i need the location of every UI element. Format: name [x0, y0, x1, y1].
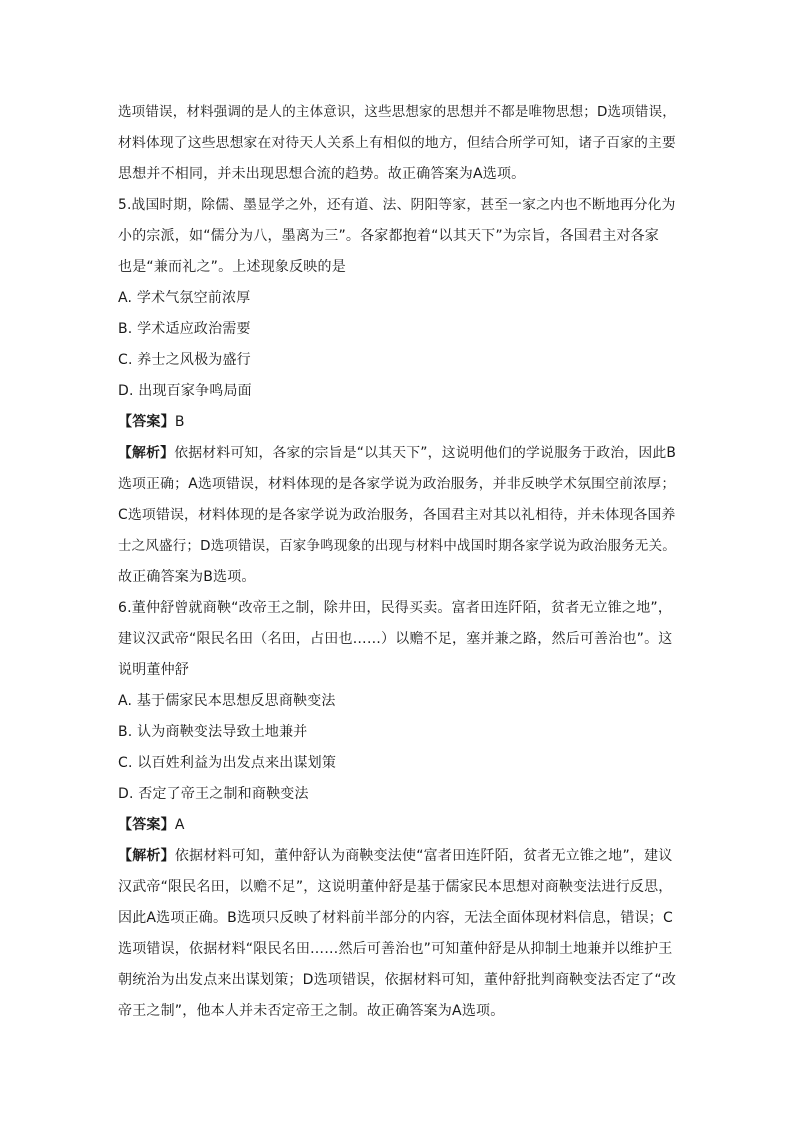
q6-analysis-line: 帝王之制”，他本人并未否定帝王之制。故正确答案为A选项。 — [118, 1003, 505, 1019]
q6-analysis-line — [118, 846, 673, 866]
q5-analysis-line: 故正确答案为B选项。 — [118, 569, 256, 585]
q6-stem-line: 说明董仲舒 — [118, 662, 189, 678]
q5-stem-line: 小的宗派，如“儒分为八，墨离为三”。各家都抱着“以其天下”为宗旨，各国君主对各家 — [118, 228, 660, 244]
q5-stem-line: 5.战国时期，除儒、墨显学之外，还有道、法、阴阳等家，甚至一家之内也不断地再分化为 — [118, 197, 676, 213]
q6-option-d: D. 否定了帝王之制和商鞅变法 — [118, 786, 309, 802]
q6-analysis-line: 选项错误，依据材料“限民名田……然后可善治也”可知董仲舒是从抑制土地兼并以维护王 — [118, 941, 673, 957]
q6-answer-value: A — [174, 817, 185, 833]
q5-option-d: D. 出现百家争鸣局面 — [118, 383, 252, 399]
q6-analysis-line: 朝统治为出发点来出谋划策；D选项错误，依据材料可知，董仲舒批判商鞅变法否定了“改 — [118, 972, 677, 988]
q6-analysis-label: 【解析】 — [118, 848, 175, 864]
q6-option-b: B. 认为商鞅变法导致土地兼并 — [118, 724, 308, 740]
q5-analysis-text: 依据材料可知，各家的宗旨是“以其天下”，这说明他们的学说服务于政治，因此B — [174, 445, 677, 461]
q5-analysis-line: C选项错误，材料体现的是各家学说为政治服务，各国君主对其以礼相待，并未体现各国养 — [118, 507, 676, 523]
q5-stem-line: 也是“兼而礼之”。上述现象反映的是 — [118, 259, 346, 275]
q5-answer — [118, 412, 185, 432]
q5-option-c: C. 养士之风极为盛行 — [118, 352, 251, 368]
q5-answer-label: 【答案】 — [118, 414, 175, 430]
intro-line: 思想并不相同，并未出现思想合流的趋势。故正确答案为A选项。 — [118, 166, 526, 182]
q6-answer-label: 【答案】 — [118, 817, 175, 833]
q6-stem-line: 建议汉武帝“限民名田（名田，占田也……）以赡不足，塞并兼之路，然后可善治也”。这 — [118, 631, 673, 647]
q5-analysis-label: 【解析】 — [118, 445, 175, 461]
q6-option-c: C. 以百姓利益为出发点来出谋划策 — [118, 755, 337, 771]
intro-line: 选项错误，材料强调的是人的主体意识，这些思想家的思想并不都是唯物思想；D选项错误， — [118, 104, 676, 120]
q5-analysis-line — [118, 443, 676, 463]
q6-analysis-line: 因此A选项正确。B选项只反映了材料前半部分的内容，无法全面体现材料信息，错误；C — [118, 910, 673, 926]
q6-option-a: A. 基于儒家民本思想反思商鞅变法 — [118, 693, 336, 709]
q6-analysis-text: 依据材料可知，董仲舒认为商鞅变法使“富者田连阡陌，贫者无立锥之地”，建议 — [174, 848, 673, 864]
q5-answer-value: B — [174, 414, 185, 430]
intro-line: 材料体现了这些思想家在对待天人关系上有相似的地方，但结合所学可知，诸子百家的主要 — [118, 135, 677, 151]
q5-option-b: B. 学术适应政治需要 — [118, 321, 251, 337]
q5-analysis-line: 选项正确；A选项错误，材料体现的是各家学说为政治服务，并非反映学术氛围空前浓厚； — [118, 476, 676, 492]
q5-option-a: A. 学术气氛空前浓厚 — [118, 290, 251, 306]
q6-stem-line: 6.董仲舒曾就商鞅“改帝王之制，除井田，民得买卖。富者田连阡陌，贫者无立锥之地”， — [118, 600, 673, 616]
q6-answer — [118, 815, 185, 835]
q5-analysis-line: 士之风盛行；D选项错误，百家争鸣现象的出现与材料中战国时期各家学说为政治服务无关。 — [118, 538, 676, 554]
q6-analysis-line: 汉武帝“限民名田，以赡不足”，这说明董仲舒是基于儒家民本思想对商鞅变法进行反思， — [118, 879, 673, 895]
